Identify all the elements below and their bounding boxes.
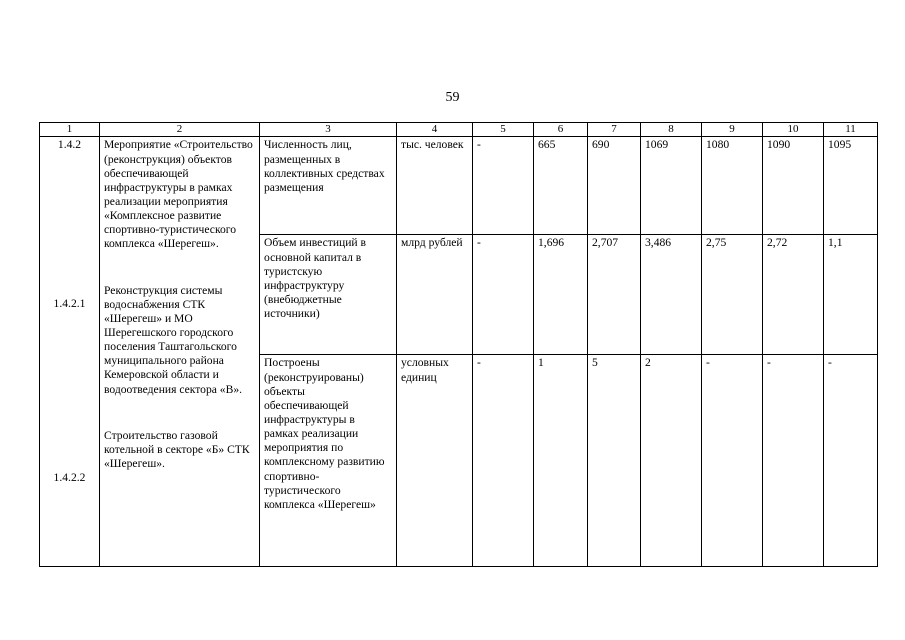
header-row	[40, 123, 878, 137]
value-cell: 3,486	[641, 235, 702, 355]
value-cell: 2,75	[702, 235, 763, 355]
code-sub2: 1.4.2.2	[53, 470, 86, 484]
value-cell: 690	[588, 137, 641, 235]
value-cell: 5	[588, 355, 641, 567]
value-cell: 1080	[702, 137, 763, 235]
header-cell: 9	[702, 123, 763, 137]
value-cell: 2,72	[763, 235, 824, 355]
header-cell: 5	[473, 123, 534, 137]
header-cell: 11	[824, 123, 878, 137]
unit-cell: млрд рублей	[397, 235, 473, 355]
header-cell: 3	[260, 123, 397, 137]
value-cell: 1090	[763, 137, 824, 235]
header-cell: 8	[641, 123, 702, 137]
activity-sub2: Строительство газовой котельной в секторе «Б» СТК «Шерегеш».	[104, 428, 250, 470]
value-cell: -	[473, 355, 534, 567]
table-row	[40, 137, 878, 235]
indicator-cell: Численность лиц, размещенных в коллективных средствах размещения	[260, 137, 397, 235]
header-cell: 2	[100, 123, 260, 137]
indicators-table	[39, 122, 878, 567]
value-cell: -	[702, 355, 763, 567]
value-cell: 665	[534, 137, 588, 235]
header-cell: 4	[397, 123, 473, 137]
value-cell: -	[473, 235, 534, 355]
page-number: 59	[445, 90, 460, 105]
activity-cell	[100, 137, 260, 567]
value-cell: 1,1	[824, 235, 878, 355]
value-cell: 2,707	[588, 235, 641, 355]
value-cell: 2	[641, 355, 702, 567]
code-sub1: 1.4.2.1	[53, 296, 86, 310]
header-cell: 1	[40, 123, 100, 137]
code-main: 1.4.2	[57, 138, 82, 152]
value-cell: 1069	[641, 137, 702, 235]
indicator-cell: Построены (реконструированы) объекты обеспечивающей инфраструктуры в рамках реализации мероприятия по комплексному развитию спортивно-туристического комплекса «Шерегеш»	[260, 355, 397, 567]
value-cell: -	[824, 355, 878, 567]
header-cell: 10	[763, 123, 824, 137]
value-cell: -	[473, 137, 534, 235]
value-cell: -	[763, 355, 824, 567]
unit-cell: тыс. человек	[397, 137, 473, 235]
value-cell: 1095	[824, 137, 878, 235]
activity-main: Мероприятие «Строительство (реконструкция) объектов обеспечивающей инфраструктуры в рамках реализации мероприятия «Комплексное развитие спортивно-туристического комплекса «Шерегеш».	[104, 138, 253, 251]
activity-sub1: Реконструкция системы водоснабжения СТК «Шерегеш» и МО Шерегешского городского поселения Таштагольского муниципального района Кемеровской области и водоотведения сектора «В».	[104, 283, 243, 396]
header-cell: 7	[588, 123, 641, 137]
indicator-cell: Объем инвестиций в основной капитал в туристскую инфраструктуру (внебюджетные источники)	[260, 235, 397, 355]
value-cell: 1,696	[534, 235, 588, 355]
header-cell: 6	[534, 123, 588, 137]
unit-cell: условных единиц	[397, 355, 473, 567]
value-cell: 1	[534, 355, 588, 567]
code-cell	[40, 137, 100, 567]
